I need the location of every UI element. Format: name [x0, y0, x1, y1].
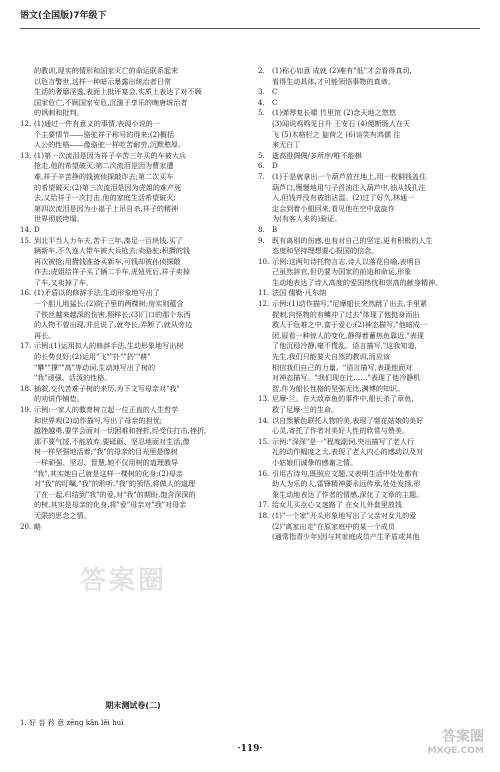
answer-line [20, 341, 246, 352]
answer-number: 10. [258, 256, 270, 266]
answer-text: (3)闻说鸡鸣见日升 王安石 (4)便断肠人在天 [272, 118, 411, 128]
answer-line [20, 214, 246, 225]
answer-number: 8. [258, 224, 265, 234]
answer-text: 第四次流泪是因为小福子上吊自杀,祥子的精神 [34, 203, 179, 213]
answer-number: 2. [258, 66, 265, 75]
answer-text: (1)通过一件有意义的事情,表现小说的一 [34, 118, 160, 128]
answer-line [258, 225, 480, 236]
answer-text: 示例:"深深"是一"程度副词,突出描写了老人行 [272, 436, 415, 446]
answer-text: 的讽刺和批判。 [34, 108, 84, 118]
answer-text: 一样顽强、坚忍、智慧,她不仅用树的道理教导 [34, 457, 179, 467]
answer-line [20, 447, 246, 458]
answer-line [258, 87, 480, 98]
answer-line [20, 108, 246, 119]
answer-text: 定会到着小船回来,看见他在空中盘旋作 [272, 203, 395, 213]
question-number: 1. [20, 718, 27, 727]
answer-text: 入,但钱并没有被油沾湿。(2)过了好久,林通一 [272, 193, 415, 203]
answer-text: 了车,又卖掉了车。 [34, 277, 94, 287]
answer-text: 法国 儒勒·凡尔纳 [272, 288, 327, 298]
answer-line [20, 151, 246, 162]
answer-text: 心灵,寄托了作者对美好人性的欣赏与赞美。 [272, 426, 410, 436]
answer-line [258, 437, 480, 448]
answer-number: 11. [258, 288, 270, 298]
answer-text: 先生,我们只能要大自然的教训,而应该 [272, 352, 391, 362]
answer-number: 17. [258, 500, 270, 510]
answer-text: 插叙,交代苦难子树的来历,为下文写母亲对"我" [34, 383, 180, 393]
answer-line [258, 394, 480, 405]
answer-line [20, 320, 246, 331]
answer-line [20, 204, 246, 215]
answer-line [20, 278, 246, 289]
answer-text: 来无白丁 [272, 140, 301, 150]
answer-text: (2)"离家出走"在原家庭中的某一个成员 [272, 521, 395, 531]
answer-line [258, 214, 480, 225]
answer-line [20, 299, 246, 310]
watermark-center: 答案圈 [80, 566, 168, 596]
answer-line [258, 161, 480, 172]
answer-line [20, 363, 246, 374]
answer-line [20, 490, 246, 501]
answer-text: "我"顽强、活泼的性格。 [34, 373, 112, 383]
answer-text: 礼的动作幅度之大,表现了老人内心的感动以及对 [272, 447, 424, 457]
answer-line [20, 416, 246, 427]
answer-text: 态度和坚持理想要心报国的信念。 [272, 246, 379, 256]
answer-line [258, 458, 480, 469]
answer-line [258, 204, 480, 215]
answer-text: 人公的性格——像骆驼一样吃苦耐劳,沉默憨厚。 [34, 140, 186, 150]
answer-text: 智,作为船长性格的坚强无比,渊博的知识。 [272, 383, 405, 393]
answer-number: 9. [258, 235, 265, 245]
answer-text: 越挫越勇,要学会面对一切困难和挫折,经受住打击,挫折, [34, 426, 207, 436]
answer-text: C [272, 87, 278, 97]
answer-line [258, 416, 480, 427]
answer-line [258, 522, 480, 533]
question-1 [20, 718, 124, 728]
answer-line [258, 447, 480, 458]
answer-line [20, 267, 246, 278]
answer-text: 无限的思念之情。 [34, 510, 91, 520]
watermark-corner-bottom: MXQE.COM [427, 746, 484, 756]
answer-text: 引用古诗句,既照应文题,又表明生活中处处都有 [272, 468, 419, 478]
answer-line [20, 119, 246, 130]
answer-line [20, 193, 246, 204]
answer-text: 象生动地表达了作者的情感,深化了文章的主题。 [272, 489, 424, 499]
answer-line [258, 66, 480, 77]
answer-line [258, 98, 480, 109]
answer-line [20, 225, 246, 236]
answer-line [258, 183, 480, 194]
answer-text: 对"我"的叮嘱,"我"的聆听,"我"的领悟,将做人的道理 [34, 479, 196, 489]
answer-line [20, 469, 246, 480]
watermark-corner [428, 730, 484, 758]
answer-number: 18. [258, 510, 270, 520]
answer-text: 去,又给祥子一次打击,他的家庭生活希望破灭; [34, 193, 176, 203]
answer-number: 5. [258, 150, 265, 160]
answer-line [258, 77, 480, 88]
answer-text: 对神态描写。"我们现在比……"表现了他冷静机 [272, 373, 421, 383]
answer-text: 给女儿买点心又迷路了 在女儿外套里放钱 [272, 500, 402, 510]
answer-text: "攀""撑""高"等动词,生动地写出了树的 [34, 362, 156, 372]
answer-line [258, 151, 480, 162]
answer-line [258, 426, 480, 437]
answer-line [20, 384, 246, 395]
answer-text: (1)矛盾以的修辞手法,生动形象地写出了 [34, 288, 160, 298]
answer-line [20, 130, 246, 141]
answer-line [20, 522, 246, 533]
answer-line [20, 183, 246, 194]
answer-text: D [272, 161, 278, 171]
answer-line [20, 458, 246, 469]
answer-text: 树一样坚强地活着;"我"的母亲的目光里是像树 [34, 447, 178, 457]
answer-line [20, 288, 246, 299]
answer-number: 15. [20, 235, 32, 245]
answer-line [258, 532, 480, 543]
answer-text: 救了尼摩·兰的生命。 [272, 405, 339, 414]
answer-text: 个主要情节——骆驼祥子称号的得来;(2)概括 [34, 129, 175, 139]
page-number: ·119· [237, 744, 263, 754]
answer-line [258, 341, 480, 352]
answer-text: 以危言警世,这样一种暗示暴露出统治者日常 [34, 76, 172, 86]
answer-line [20, 87, 246, 98]
answer-number: 14. [20, 224, 32, 234]
answer-number: 16. [258, 468, 270, 478]
answer-text: 己虽然辞官,但仍要为国家的前途和命运,形象 [272, 267, 412, 277]
answer-line [258, 299, 480, 310]
answer-column-left [20, 66, 246, 532]
answer-text: 握刺,向怪物的有鳞冲了过去"体现了他挺身而出 [272, 309, 420, 319]
answer-text: 了铁丝越来越深的伤害,照样长;(3)门口的那个东西 [34, 309, 191, 319]
answer-text: 到北平当人力车夫,苦干三年,凑足一百块钱,买了 [34, 235, 183, 245]
answer-line [258, 246, 480, 257]
answer-text: 辆新车,不久连人带车被大兵抢去;卖骆驼;积攒的钱 [34, 246, 191, 256]
answer-line [20, 479, 246, 490]
answer-text: 的希望破灭;(2)第三次流泪是因为虎姐的难产死 [34, 182, 182, 192]
answer-text: C [272, 97, 278, 107]
answer-number: 14. [258, 415, 270, 425]
answer-line [258, 405, 480, 416]
answer-line [258, 193, 480, 204]
answer-text: 看得生动具体,才可能领悟事物的真谛。 [272, 76, 395, 86]
answer-line [258, 236, 480, 247]
answer-line [20, 511, 246, 522]
answer-line [258, 108, 480, 119]
answer-text: 再次被抢;用攒钱准备买新车,可钱却被孙侦探敲 [34, 256, 181, 266]
answer-line [258, 511, 480, 522]
answer-text: 以自然紫色联托人物的美,表现了婴花姑娘的美好 [272, 415, 424, 425]
answer-text: 世界彻底垮塌。 [34, 214, 84, 224]
answer-number: 17. [20, 341, 32, 351]
answer-number: 4. [258, 97, 265, 107]
answer-text: 抢走,他的希望破灭;第二次流泪是因为曹家遭 [34, 161, 174, 171]
answer-text: 的人物不曾出现,并且说了,就夸长;弄断了,就从旁边 [34, 320, 193, 330]
answer-line [258, 479, 480, 490]
answer-text: 为(有客人来的)验证。 [272, 214, 342, 224]
answer-text: 略 [34, 521, 42, 531]
answer-text: 示例:这两句诗托物言志,诗人以落花自喻,表明自 [272, 256, 421, 266]
answer-line [20, 437, 246, 448]
answer-line [258, 257, 480, 268]
answer-number: 6. [258, 161, 265, 171]
answer-line [258, 320, 480, 331]
answer-text: (1)第一次流泪是因为祥子辛苦三年买的车被大兵 [34, 150, 186, 160]
answer-line [258, 469, 480, 480]
answer-text: 逝高澄倜倜/多所序/唯不能棋 [272, 150, 362, 160]
answer-number: 18. [20, 383, 32, 393]
answer-text: 的教训,现实的情形和国家灭亡的命运联系起来 [34, 66, 179, 75]
answer-line [20, 98, 246, 109]
answer-text: 葫芦口,慢慢地用勺子舀油注入葫芦中,油从钱孔注 [272, 182, 426, 192]
answer-line [258, 130, 480, 141]
answer-text: 的劝说作铺垫。 [34, 394, 84, 404]
answer-line [20, 310, 246, 321]
answer-line [20, 394, 246, 405]
answer-line [20, 500, 246, 511]
answer-text: (1)"一个家"开头形象地写出了父亲对女儿的爱 [272, 510, 417, 520]
answer-text: 的树,其实是母亲的化身,将"爱"母亲对"我"对母亲 [34, 500, 187, 510]
answer-text: 的长势良好;(2)运用"飞""扑""扔""耕" [34, 352, 151, 362]
answer-line [258, 267, 480, 278]
answer-column-right [258, 66, 480, 543]
answer-text: 飞 (5)木格栏之 旋荷之 (6)谈笑有鸿儒 往 [272, 129, 401, 139]
answer-line [20, 352, 246, 363]
answer-text: 和世界观(2)动作描写,写出了母亲的担忧; [34, 415, 163, 425]
header-rule [20, 28, 480, 29]
answer-text: 示例:一家人的教育树立起一位正直的人生哲学 [34, 405, 179, 414]
answer-line [258, 278, 480, 289]
answer-line [258, 363, 480, 374]
answer-text: 了在一起,归结到"我"的爱,对"我"的期盼,饱含深深的 [34, 489, 196, 499]
answer-text: (1)称心如意 成就 (2)唯有"低"才会看得真切, [272, 66, 412, 75]
answer-text: 既有离别的伤感,也有对自己的坚定,更有积极的人生 [272, 235, 433, 245]
answer-line [20, 77, 246, 88]
answer-text: (1)弹琴复长啸 竹里馆 (2)念天地之悠悠 [272, 108, 396, 118]
answer-line [20, 66, 246, 77]
answer-text: 尼摩·兰。在大敌章鱼的事件中,船长杀了章鱼, [272, 394, 414, 404]
answer-line [258, 373, 480, 384]
answer-text: 救人于危难之中,富于爱心;(2)神态描写,"他暗成一 [272, 320, 427, 330]
answer-number: 12. [20, 118, 32, 128]
answer-text: 了他沉稳冷静,毫不慌乱。语言描写,"这我知道, [272, 341, 417, 351]
answer-line [20, 236, 246, 247]
answer-text: 一个胆儿地猛长;(2)院子里的两棵树;房实则蕴含 [34, 299, 184, 309]
watermark-corner-top: 答案圈 [442, 729, 484, 745]
answer-number: 16. [20, 288, 32, 298]
answer-line [258, 500, 480, 511]
answer-number: 13. [20, 150, 32, 160]
answer-text: 再长。 [34, 330, 56, 340]
answer-text: 相信我们自己的力量。"语言描写,表现他面对 [272, 362, 413, 372]
answer-number: 19. [20, 405, 32, 414]
answer-line [258, 172, 480, 183]
answer-line [20, 257, 246, 268]
answer-text: D [34, 224, 40, 234]
answer-line [258, 384, 480, 395]
question-text: 好 沓 矜 意 zēng kǎn lěi huì [29, 718, 124, 727]
answer-line [20, 161, 246, 172]
answer-text: 诈去;虎姐给祥子买了辆二手车,虎妞死后,祥子卖掉 [34, 267, 190, 277]
answer-text: 那不要气馁,不能放弃,要砥砺、坚忍地面对生活,像 [34, 436, 190, 446]
answer-line [258, 288, 480, 299]
answer-text: (通常指青少年)因与其家庭成员产生矛盾或其他 [272, 532, 420, 542]
answer-line [20, 373, 246, 384]
answer-number: 7. [258, 171, 265, 181]
answer-text: B [272, 224, 278, 234]
answer-number: 20. [20, 521, 32, 531]
answer-text: 助人为乐的人,雷锋精神要永远传承,处处发扬,形 [272, 479, 421, 489]
answer-number: 5. [258, 108, 265, 118]
answer-number: 13. [258, 394, 270, 404]
answer-text: (1)于是就拿出一个葫芦放在地上,用一枚铜钱盖住 [272, 171, 427, 181]
answer-text: 团,眉看一种惊人的变化,静得着蓄热鱼靠近,"表现 [272, 330, 424, 340]
answer-line [20, 426, 246, 437]
answer-line [20, 246, 246, 257]
answer-line [258, 310, 480, 321]
answer-line [20, 405, 246, 416]
answer-text: 生动地表达了诗人高度的爱国热忱和崇高的献身精神。 [272, 277, 443, 287]
answer-text: 生活的奢靡淫逸,表面上批评宴会,实质上表达了对不顾 [34, 87, 202, 97]
section-title: 期末测试卷(二) [105, 701, 161, 710]
answer-line [258, 140, 480, 151]
answer-number: 3. [258, 87, 265, 97]
answer-text: "我",其实她自己就是这样一棵树的化身;(2)母亲 [34, 468, 183, 478]
answer-line [258, 490, 480, 501]
answer-line [258, 352, 480, 363]
answer-line [20, 140, 246, 151]
answer-number: 12. [258, 299, 270, 309]
answer-line [20, 172, 246, 183]
answer-text: 示例:(1)运用拟人的修辞手法,生动形象地写出树 [34, 341, 184, 351]
answer-number: 15. [258, 436, 270, 446]
answer-line [258, 331, 480, 342]
answer-text: 难,祥子辛苦挣的钱被侦探敲诈去;第二次买车 [34, 171, 174, 181]
answer-text: 小姑娘们诚挚的感谢之情。 [272, 457, 358, 467]
answer-line [258, 119, 480, 130]
answer-text: 示例:(1)动作描写,"尼摩船长突然跳了出去,手里紧 [272, 299, 427, 309]
answer-text: 国家危亡,不顾国家安危,沉湎于享乐的晚唐统治者 [34, 97, 188, 107]
page-header: 语文(全国版)7年级下 [20, 11, 107, 21]
answer-line [20, 331, 246, 342]
